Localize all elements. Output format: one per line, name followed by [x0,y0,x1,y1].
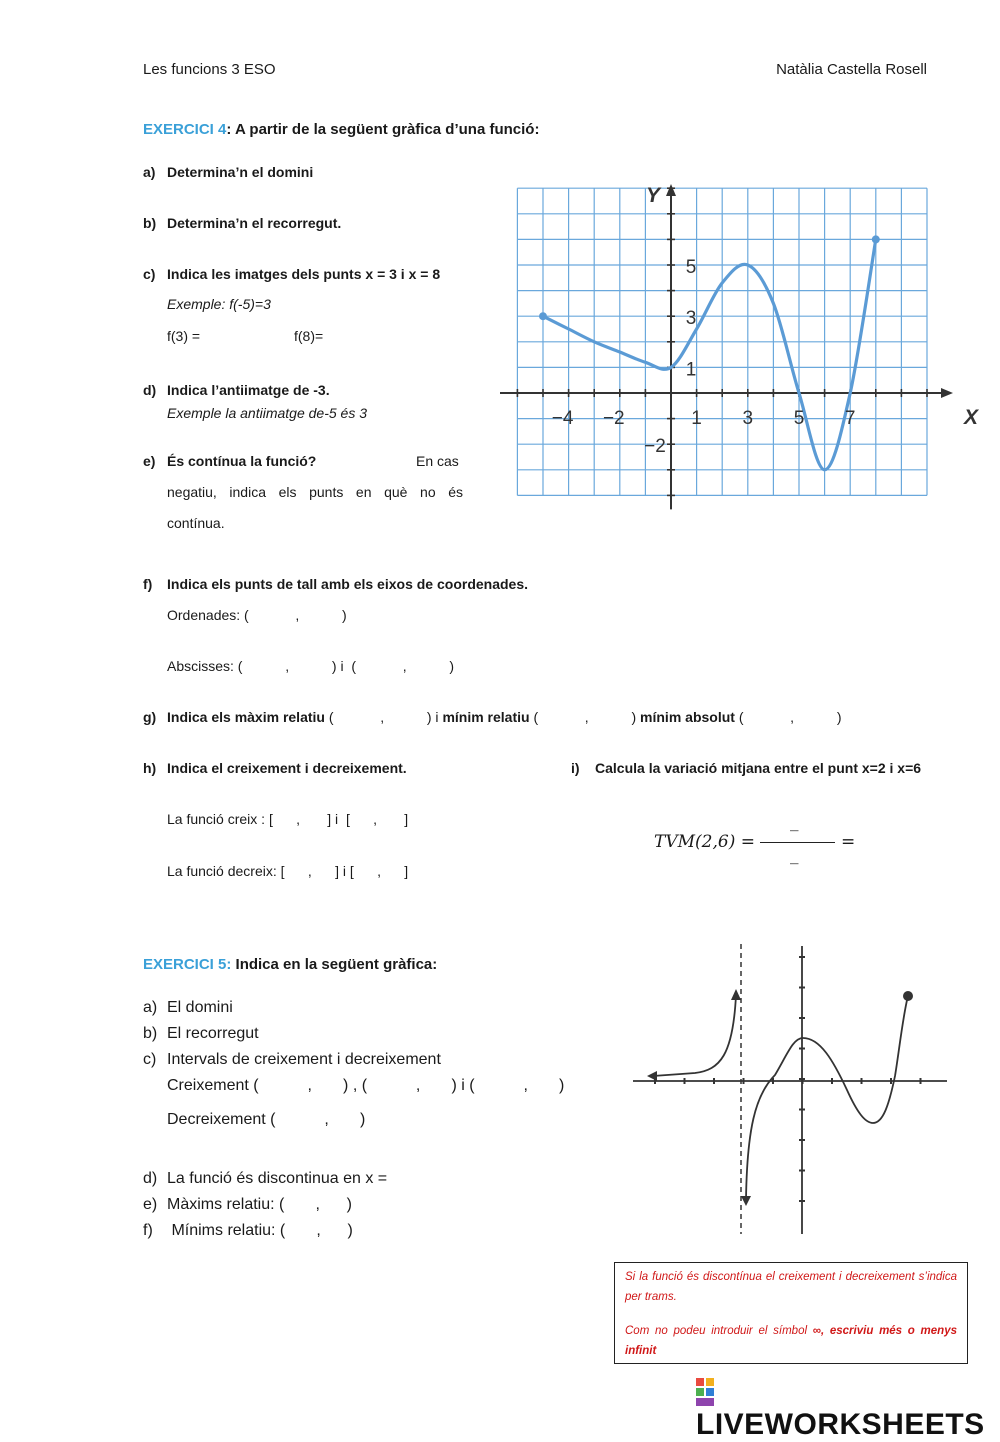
q4e-line3: contínua. [167,515,225,531]
tvm-numerator[interactable]: _ [790,812,799,832]
ex4-title [143,121,539,138]
q4g-label: g) [143,709,157,725]
graph1-end-point [872,235,880,243]
q4d-label: d) [143,382,157,398]
q4f [143,576,528,592]
q5f [143,1222,353,1240]
q4e-label: e) [143,453,156,469]
q4d-example: Exemple la antiimatge de-5 és 3 [167,405,367,421]
q4h-decreix[interactable]: La funció decreix: [ , ] i [ , ] [167,863,409,879]
q4f-text: Indica els punts de tall amb els eixos de coordenades. [167,576,529,592]
logo-icon [696,1376,724,1408]
header-right: Natàlia Castella Rosell [776,61,927,78]
liveworksheets-logo[interactable] [696,1376,1000,1442]
q4h [143,760,407,776]
q5e-text[interactable]: Màxims relatiu: ( , ) [167,1196,352,1213]
q4i [571,760,921,776]
graph2-ticks [655,957,921,1201]
graph2-up-arrow-icon [731,989,741,1000]
graph2-left-branch [653,995,736,1076]
graph1-start-point [539,312,547,320]
q4g-min-abs-field[interactable]: ( , ) [734,709,842,725]
q4c-example: Exemple: f(-5)=3 [167,296,271,312]
q4h-label: h) [143,760,157,776]
note-p2a: Com no podeu introduir el símbol [625,1325,813,1337]
q5d [143,1170,387,1188]
q5c-text: Intervals de creixement i decreixement [167,1051,441,1068]
q4b [143,215,341,231]
q4f-label: f) [143,576,153,592]
tvm-denominator[interactable]: _ [790,845,799,865]
q4c-label: c) [143,266,156,282]
graph1 [495,178,979,518]
q5c-creix[interactable]: Creixement ( , ) , ( , ) i ( , ) [167,1077,565,1094]
q4i-label: i) [571,760,580,776]
q4c [143,266,440,282]
y-tick-label: 5 [685,257,697,278]
q5e-label: e) [143,1196,158,1213]
q4e-line2: negatiu, indica els punts en què no és [167,484,463,500]
x-tick-label: 5 [793,408,805,429]
graph1-x-arrow-icon [941,388,953,398]
graph2-end-point [903,991,913,1001]
note-p2 [625,1321,957,1361]
q4h-text: Indica el creixement i decreixement. [167,760,407,776]
q4b-label: b) [143,215,157,231]
x-tick-label: 1 [691,408,702,429]
graph2 [625,940,955,1240]
q4g-min-abs-label: mínim absolut [640,709,735,725]
graph2-left-arrow-icon [647,1071,657,1081]
q4f-ordenades[interactable]: Ordenades: ( , ) [167,607,347,623]
graph1-x-label: X [963,406,979,429]
q4e-tail: En cas [416,453,459,469]
graph1-axes [500,184,953,509]
ex4-tag: EXERCICI 4 [143,121,227,138]
graph1-y-arrow-icon [666,184,676,196]
x-tick-label: −2 [602,408,625,429]
q4a-text: Determina’n el domini [167,164,314,180]
graph1-grid [517,188,927,495]
q5a-text: El domini [167,999,233,1016]
graph1-y-label: Y [645,184,661,207]
q4g-min-rel-label: mínim relatiu [442,709,530,725]
graph2-right-branch [746,996,908,1200]
q4a-label: a) [143,164,156,180]
q4c-f3[interactable]: f(3) = [167,328,201,344]
y-tick-label: 3 [685,308,697,330]
ex4-title-text: : A partir de la següent gràfica d’una funció: [226,121,540,138]
q5b [143,1025,259,1043]
q5c-decreix[interactable]: Decreixement ( , ) [167,1111,366,1128]
q5c [143,1051,441,1069]
q4f-abscisses[interactable]: Abscisses: ( , ) i ( , ) [167,658,455,674]
x-tick-label: −4 [551,408,574,429]
q5d-text[interactable]: La funció és discontinua en x = [167,1170,388,1187]
q4i-text: Calcula la variació mitjana entre el punt x=2 i x=6 [595,760,922,776]
q4h-creix[interactable]: La funció creix : [ , ] i [ , ] [167,811,409,827]
header-left: Les funcions 3 ESO [143,61,276,78]
graph1-labels [552,184,980,457]
note-box [614,1262,968,1364]
q5c-label: c) [143,1051,157,1068]
note-p2b: , escriviu més o menys infinit [625,1325,957,1357]
q4d-text: Indica l’antiimatge de -3. [167,382,330,398]
tvm-equals[interactable]: = [841,832,856,852]
q5a [143,999,233,1017]
x-tick-label: 7 [844,408,856,429]
q4d [143,382,330,398]
q5f-text[interactable]: Mínims relatiu: ( , ) [167,1222,353,1239]
q4e-text: És contínua la funció? [167,453,317,469]
logo-text: LIVEWORKSHEETS [696,1408,985,1441]
q5e [143,1196,352,1214]
note-infinity-symbol: ∞ [812,1325,821,1337]
q5d-label: d) [143,1170,158,1187]
y-tick-label: −2 [644,436,666,458]
ex5-title [143,956,437,973]
q4b-text: Determina’n el recorregut. [167,215,342,231]
graph2-down-arrow-icon [741,1196,751,1206]
ex5-title-text: Indica en la següent gràfica: [231,956,438,973]
q5a-label: a) [143,999,158,1016]
q4c-f8[interactable]: f(8)= [294,328,324,344]
q5b-label: b) [143,1025,158,1042]
y-tick-label: 1 [685,359,697,381]
q4g-max-field[interactable]: ( , ) i [324,709,443,725]
q5f-label: f) [143,1222,153,1239]
tvm-fraction-bar [760,842,835,843]
q4g-min-rel-field[interactable]: ( , ) [529,709,641,725]
tvm-label: TVM(2,6) = [654,832,755,852]
x-tick-label: 3 [742,408,754,429]
q4g [143,709,842,725]
graph1-curve [543,239,876,469]
ex5-tag: EXERCICI 5: [143,956,232,973]
q4e [143,453,316,469]
q5b-text: El recorregut [167,1025,259,1042]
q4g-max-label: Indica els màxim relatiu [167,709,325,725]
q4c-text: Indica les imatges dels punts x = 3 i x = 8 [167,266,441,282]
note-p1: Si la funció és discontínua el creixement i decreixement s’indica per trams. [625,1271,957,1303]
q4a [143,164,313,180]
